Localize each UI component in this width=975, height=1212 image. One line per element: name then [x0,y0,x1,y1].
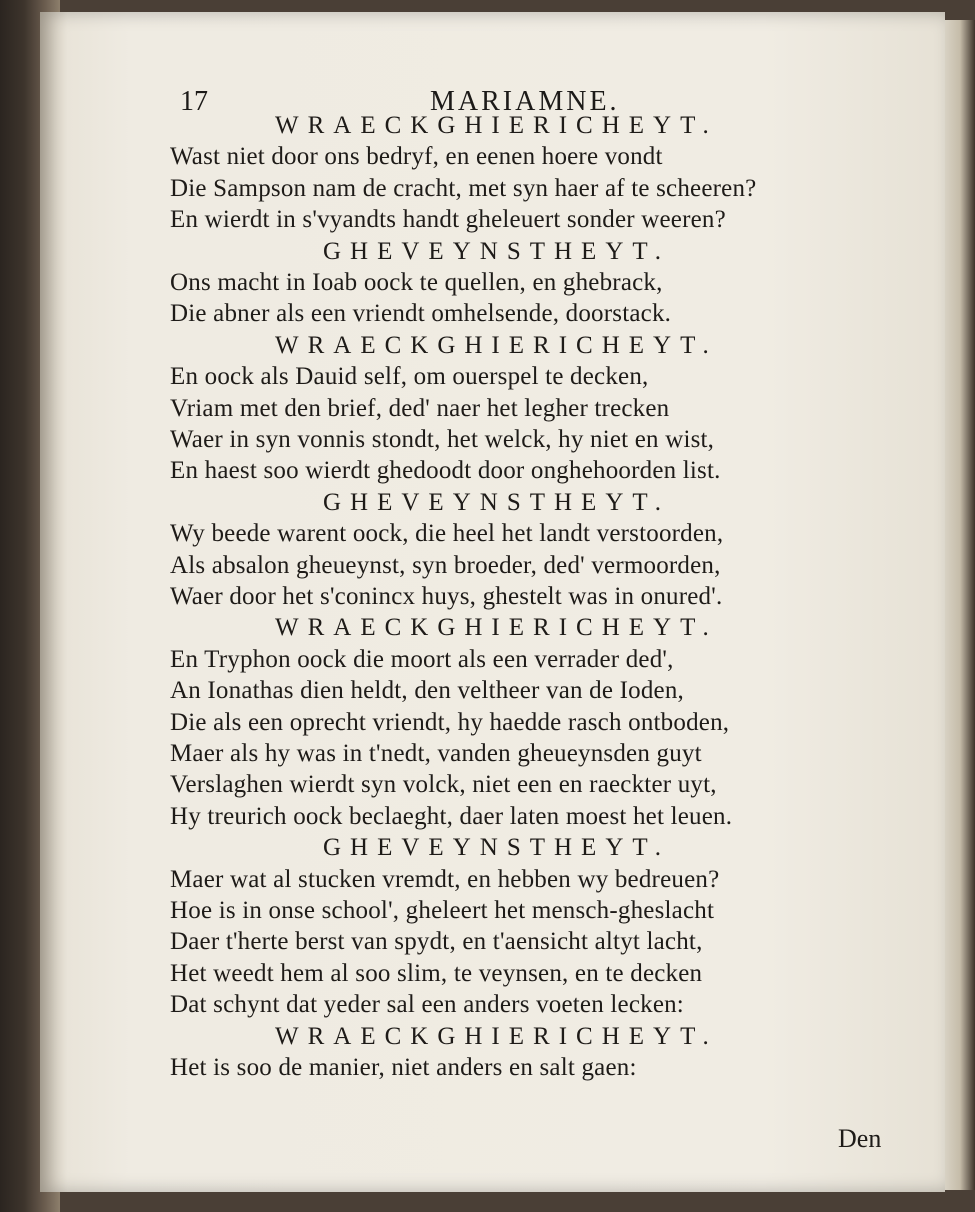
speaker-heading: WRAECKGHIERICHEYT. [275,331,718,359]
verse-line: Het is soo de manier, niet anders en salt gaen: [170,1054,637,1081]
verse-line: En haest soo wierdt ghedoodt door onghehoorden list. [170,457,721,485]
verse-line: An Ionathas dien heldt, den veltheer van de Ioden, [170,677,684,705]
catchword: Den [838,1124,882,1153]
page-number: 17 [180,86,208,117]
verse-line: Vriam met den brief, ded' naer het legher trecken [170,394,670,422]
verse-line: Verslaghen wierdt syn volck, niet een en raeckter uyt, [170,771,717,799]
verse-line: Hy treurich oock beclaeght, daer laten moest het leuen. [170,802,733,830]
verse-line: En oock als Dauid self, om ouerspel te decken, [170,363,649,391]
verse-line: Die abner als een vriendt omhelsende, doorstack. [170,300,672,328]
book-page [40,12,945,1192]
verse-line: Die als een oprecht vriendt, hy haedde rasch ontboden, [170,708,730,736]
verse-line: En Tryphon oock die moort als een verrader ded', [170,645,674,673]
facing-page-edge [945,20,975,1190]
verse-line: Het weedt hem al soo slim, te veynsen, en te decken [170,959,703,987]
verse-line: Dat schynt dat yeder sal een anders voeten lecken: [170,991,684,1019]
verse-line: Daer t'herte berst van spydt, en t'aensicht altyt lacht, [170,928,703,956]
verse-line: Waer door het s'conincx huys, ghestelt was in onured'. [170,583,723,610]
speaker-heading: WRAECKGHIERICHEYT. [275,112,718,139]
verse-line: En wierdt in s'vyandts handt gheleuert sonder weeren? [170,206,726,234]
verse-line: Die Sampson nam de cracht, met syn haer af te scheeren? [170,174,757,202]
verse-line: Wy beede warent oock, die heel het landt verstoorden, [170,520,724,548]
speaker-heading: GHEVEYNSTHEYT. [323,237,671,265]
speaker-heading: WRAECKGHIERICHEYT. [275,1022,718,1050]
speaker-heading: WRAECKGHIERICHEYT. [275,614,718,642]
verse-line: Waer in syn vonnis stondt, het welck, hy niet en wist, [170,426,715,453]
speaker-heading: GHEVEYNSTHEYT. [323,488,671,516]
verse-line: Als absalon gheueynst, syn broeder, ded' vermoorden, [170,551,721,579]
verse-line: Maer wat al stucken vremdt, en hebben wy bedreuen? [170,865,720,893]
verse-line: Hoe is in onse school', gheleert het mensch-gheslacht [170,897,715,924]
verse-line: Maer als hy was in t'nedt, vanden gheueynsden guyt [170,740,702,767]
running-title: MARIAMNE. [430,86,620,117]
verse-line: Wast niet door ons bedryf, en eenen hoere vondt [170,143,663,171]
speaker-heading: GHEVEYNSTHEYT. [323,834,671,862]
verse-line: Ons macht in Ioab oock te quellen, en ghebrack, [170,269,663,296]
running-header [40,72,945,117]
